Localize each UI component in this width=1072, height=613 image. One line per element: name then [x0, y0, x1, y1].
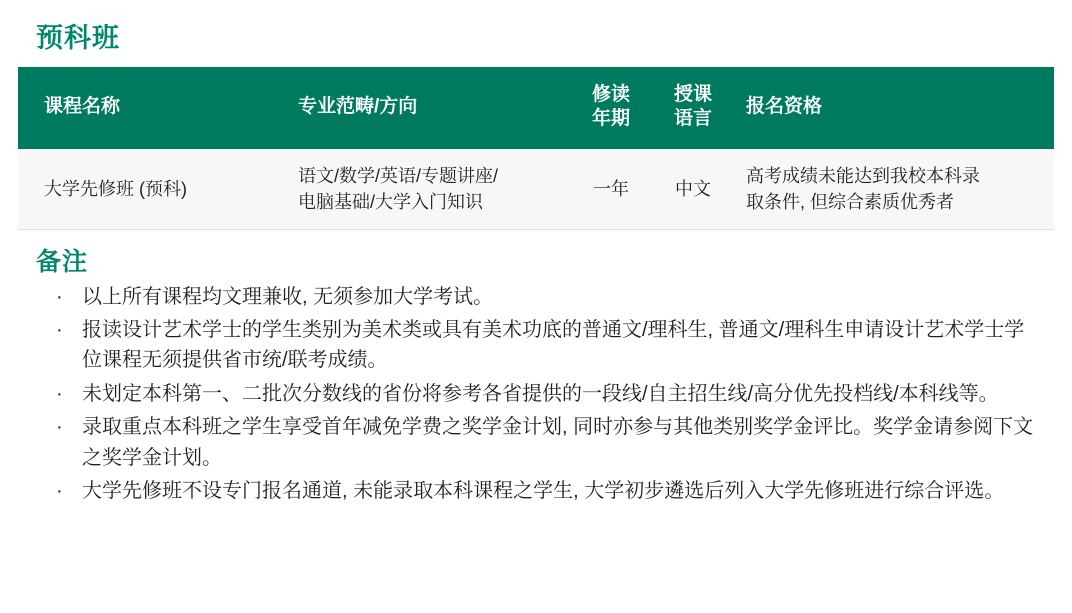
table-body [18, 149, 1054, 230]
cell-eligibility-line1: 高考成绩未能达到我校本科录 [746, 165, 980, 186]
column-header-duration-line2: 年期 [591, 107, 630, 129]
cell-field-line1: 语文/数学/英语/专题讲座/ [298, 165, 499, 186]
list-item [48, 315, 1036, 376]
bullet-icon: · [56, 319, 63, 342]
bullet-icon: · [56, 382, 63, 405]
list-item-text: 录取重点本科班之学生享受首年减免学费之奖学金计划, 同时亦参与其他类别奖学金评比。奖学金请参阅下文之奖学金计划。 [82, 416, 1034, 469]
page-title: 预科班 [36, 23, 120, 53]
column-header-duration-line1: 修读 [591, 84, 630, 105]
bullet-icon: · [56, 285, 63, 308]
list-item-text: 以上所有课程均文理兼收, 无须参加大学考试。 [82, 285, 494, 308]
table-header [18, 67, 1054, 149]
column-header-course-name-line1: 课程名称 [44, 95, 121, 117]
column-header-eligibility-line1: 报名资格 [746, 95, 823, 117]
column-header-course-name [18, 67, 288, 149]
notes-list [18, 282, 1054, 507]
list-item-text: 报读设计艺术学士的学生类别为美术类或具有美术功底的普通文/理科生, 普通文/理科生申请设计艺术学士学位课程无须提供省市统/联考成绩。 [82, 319, 1025, 372]
cell-course-name: 大学先修班 (预科) [18, 149, 288, 230]
cell-eligibility [734, 149, 1054, 230]
cell-field-line2: 电脑基础/大学入门知识 [298, 191, 483, 212]
table-header-row [18, 67, 1054, 149]
cell-duration: 一年 [570, 149, 652, 230]
document-page [0, 16, 1072, 613]
column-header-eligibility [734, 67, 1054, 149]
course-table [18, 67, 1054, 230]
list-item [48, 379, 1036, 409]
list-item [48, 282, 1036, 312]
column-header-field [288, 67, 570, 149]
list-item-text: 未划定本科第一、二批次分数线的省份将参考各省提供的一段线/自主招生线/高分优先投档线/本科线等。 [82, 382, 999, 405]
list-item [48, 476, 1036, 506]
column-header-field-line1: 专业范畴/方向 [298, 95, 418, 117]
list-item-text: 大学先修班不设专门报名通道, 未能录取本科课程之学生, 大学初步遴选后列入大学先修班进行综合评选。 [82, 480, 1005, 503]
column-header-language [652, 67, 734, 149]
bullet-icon: · [56, 480, 63, 503]
column-header-language-line2: 语言 [673, 107, 712, 129]
notes-title: 备注 [36, 247, 89, 276]
column-header-language-line1: 授课 [673, 84, 712, 105]
bullet-icon: · [56, 416, 63, 439]
list-item [48, 412, 1036, 473]
cell-field [288, 149, 570, 230]
cell-language: 中文 [652, 149, 734, 230]
column-header-duration [570, 67, 652, 149]
table-row [18, 149, 1054, 230]
cell-eligibility-line2: 取条件, 但综合素质优秀者 [746, 191, 955, 212]
